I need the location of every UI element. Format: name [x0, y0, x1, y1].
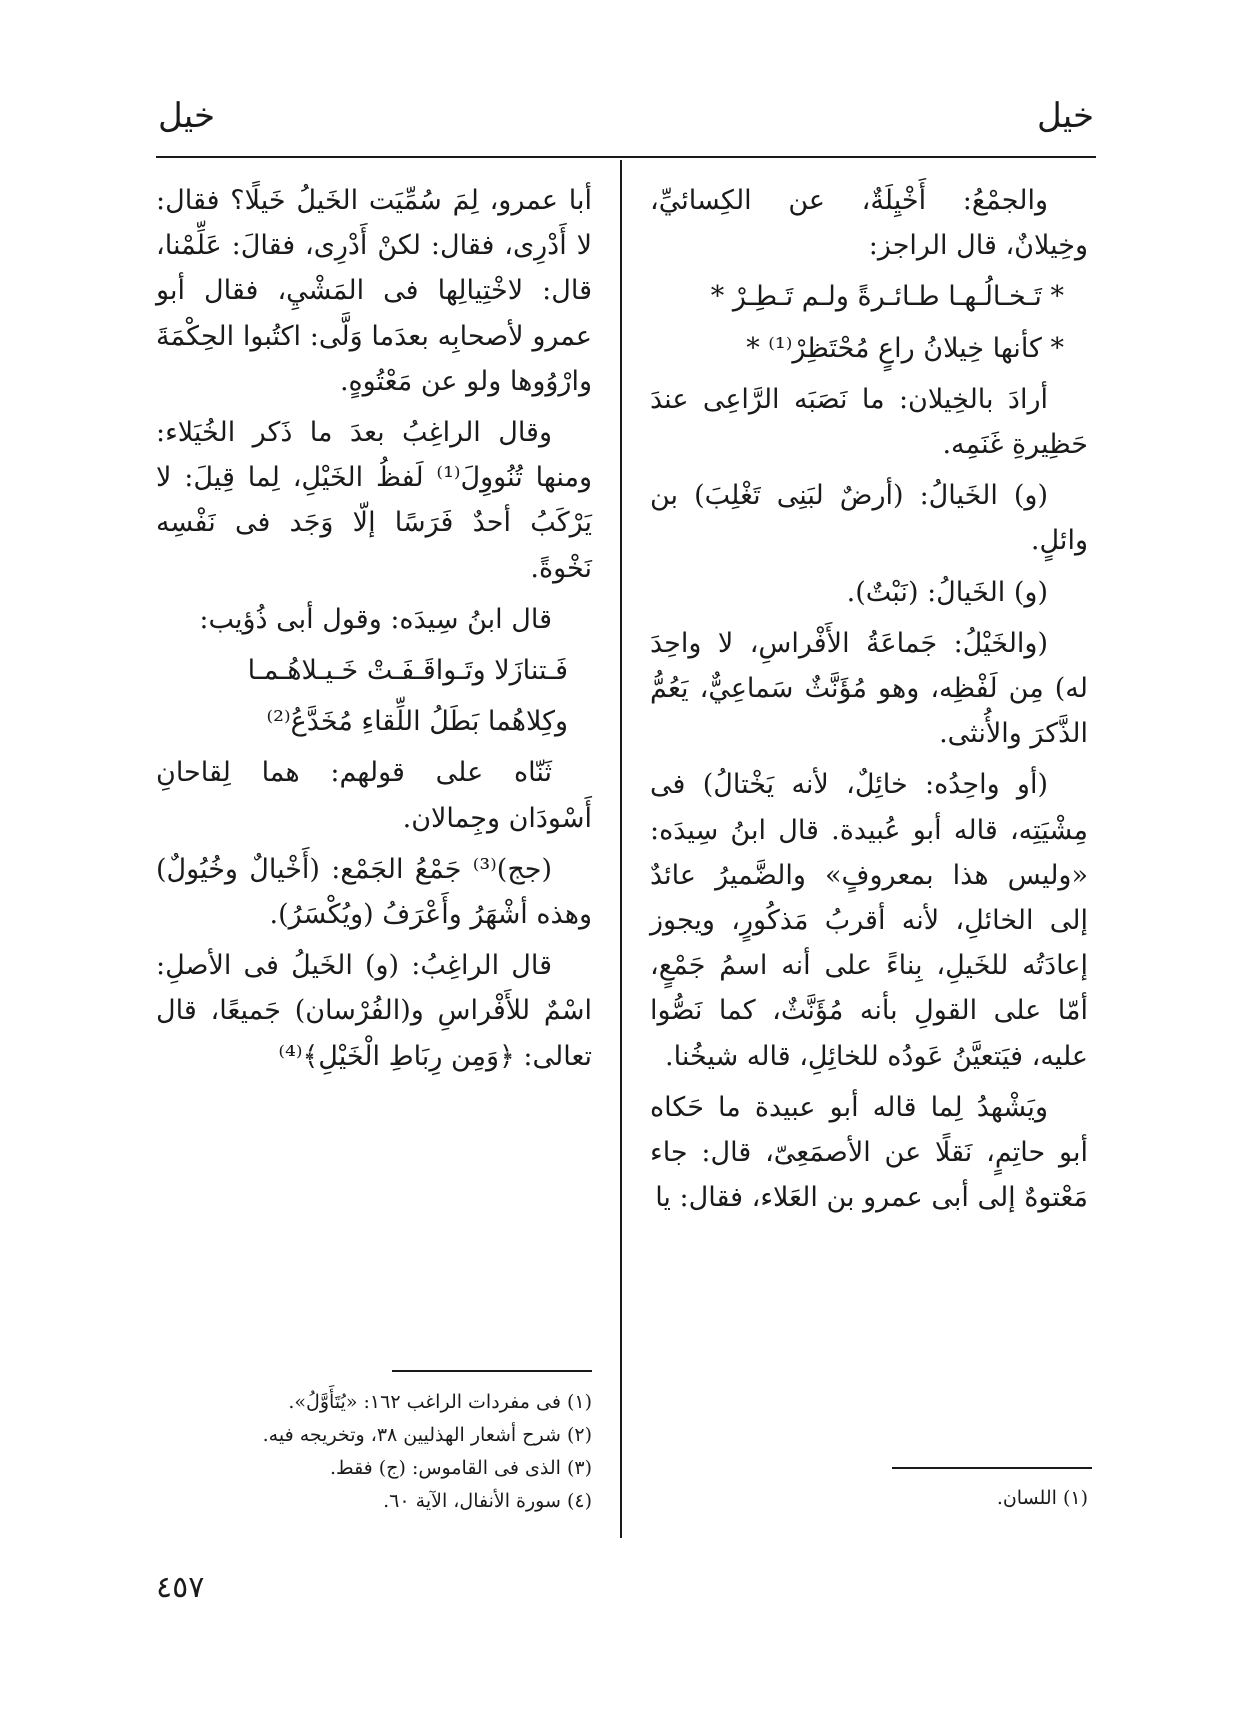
verse-line: وكِلاهُما بَطَلُ اللِّقاءِ مُخَدَّعُ⁽²⁾ — [266, 706, 568, 738]
paragraph: ثَنّاه على قولهم: هما لِقاحانِ أَسْودَان وجِمالان. — [156, 757, 592, 834]
right-column — [650, 178, 1088, 1226]
paragraph: (والخَيْلُ: جَماعَةُ الأَفْراسِ، لا واحِدَ له) مِن لَفْظِه، وهو مُؤَنَّثٌ سَماعِيٌّ، يَعُمُّ الذَّكرَ والأُنثى. — [650, 627, 1088, 750]
footnotes-right — [650, 1482, 1088, 1515]
footnotes-left — [156, 1386, 592, 1518]
footnote: (٣) الذى فى القاموس: (ج) فقط. — [330, 1457, 592, 1479]
paragraph: قال ابنُ سِيدَه: وقول أبى ذُؤيب: — [199, 603, 552, 635]
paragraph: أبا عمرو، لِمَ سُمِّيَت الخَيلُ خَيلًا؟ فقال: لا أَدْرِى، فقال: لكنْ أَدْرِى، فقالَ: عَلِّمْنا، قال: لاخْتِيالِها فى المَشْيِ، فقال أبو عمرو لأصحابِه بعدَما وَلَّى: اكتُبوا الحِكْمَةَ وارْوُوها ولو عن مَعْتُوهٍ. — [156, 185, 592, 397]
verse-line: * تَـخـالُـهـا طـائـرةً ولـم تَـطِـرْ * — [710, 281, 1064, 313]
footnote: (١) فى مفردات الراغب ١٦٢: «يُتَأَوَّلُ». — [288, 1391, 592, 1413]
left-column — [156, 178, 592, 1085]
paragraph: (جج)⁽³⁾ جَمْعُ الجَمْع: (أَخْيالٌ وخُيُولٌ) وهذه أشْهَرُ وأَعْرَفُ (ويُكْسَرُ). — [156, 853, 592, 931]
page-number: ٤٥٧ — [156, 1570, 205, 1605]
verse-line: فَـتنازَلا وتَـواقَـفَـتْ خَـيـلاهُـمـا — [247, 655, 568, 687]
running-head-left: خيل — [158, 96, 216, 136]
paragraph: (و) الخَيالُ: (أرضٌ لبَنِى تَغْلِبَ) بن وائلٍ. — [650, 480, 1088, 557]
footnote: (٤) سورة الأنفال، الآية ٦٠. — [383, 1490, 592, 1512]
running-head-right: خيل — [1036, 96, 1094, 136]
paragraph: قال الراغِبُ: (و) الخَيلُ فى الأصلِ: اسْمٌ للأَفْراسِ و(الفُرْسان) جَميعًا، قال تعالى: ﴿وَمِن رِبَاطِ الْخَيْلِ﴾⁽⁴⁾ — [156, 950, 592, 1072]
paragraph: أرادَ بالخِيلان: ما نَصَبَه الرَّاعِى عندَ حَظِيرةِ غَنَمِه. — [650, 383, 1088, 461]
paragraph: ويَشْهدُ لِما قاله أبو عبيدة ما حَكاه أبو حاتِمٍ، نَقلًا عن الأصمَعِىّ، قال: جاء مَعْتوهٌ إلى أبى عمرو بن العَلاء، فقال: يا — [650, 1091, 1088, 1214]
header-rule — [156, 156, 1096, 158]
column-divider — [620, 160, 622, 1538]
paragraph: (أو واحِدُه: خائِلٌ، لأنه يَخْتالُ) فى مِشْيَتِه، قاله أبو عُبيدة. قال ابنُ سِيدَه: «وليس هذا بمعروفٍ» والضَّميرُ عائدٌ إلى الخائلِ، لأنه أقربُ مَذكُورٍ، ويجوز إعادَتُه للخَيلِ، بِناءً على أنه اسمُ جَمْعٍ، أمّا على القولِ بأنه مُؤَنَّثٌ، كما نَصُّوا عليه، فيَتعيَّنُ عَودُه للخائِلِ، قاله شيخُنا. — [650, 769, 1088, 1072]
footnote-rule-left — [392, 1370, 592, 1372]
footnote: (١) اللسان. — [996, 1487, 1088, 1509]
verse-line: * كأنها خِيلانُ راعٍ مُحْتَظِرْ⁽¹⁾ * — [746, 332, 1064, 364]
footnote-rule-right — [892, 1467, 1092, 1469]
paragraph: وقال الراغِبُ بعدَ ما ذَكر الخُيَلاء: ومنها تُنُووِلَ⁽¹⁾ لَفظُ الخَيْلِ، لِما قِيلَ: لا يَرْكَبُ أحدٌ فَرَسًا إلّا وَجَد فى نَفْسِه نَخْوةً. — [156, 417, 592, 584]
footnote: (٢) شرح أشعار الهذليين ٣٨، وتخريجه فيه. — [262, 1424, 592, 1446]
paragraph: والجمْعُ: أَخْيِلَةٌ، عن الكِسائيِّ، وخِيلانٌ، قال الراجز: — [650, 185, 1088, 262]
paragraph: (و) الخَيالُ: (نَبْتٌ). — [846, 576, 1048, 608]
